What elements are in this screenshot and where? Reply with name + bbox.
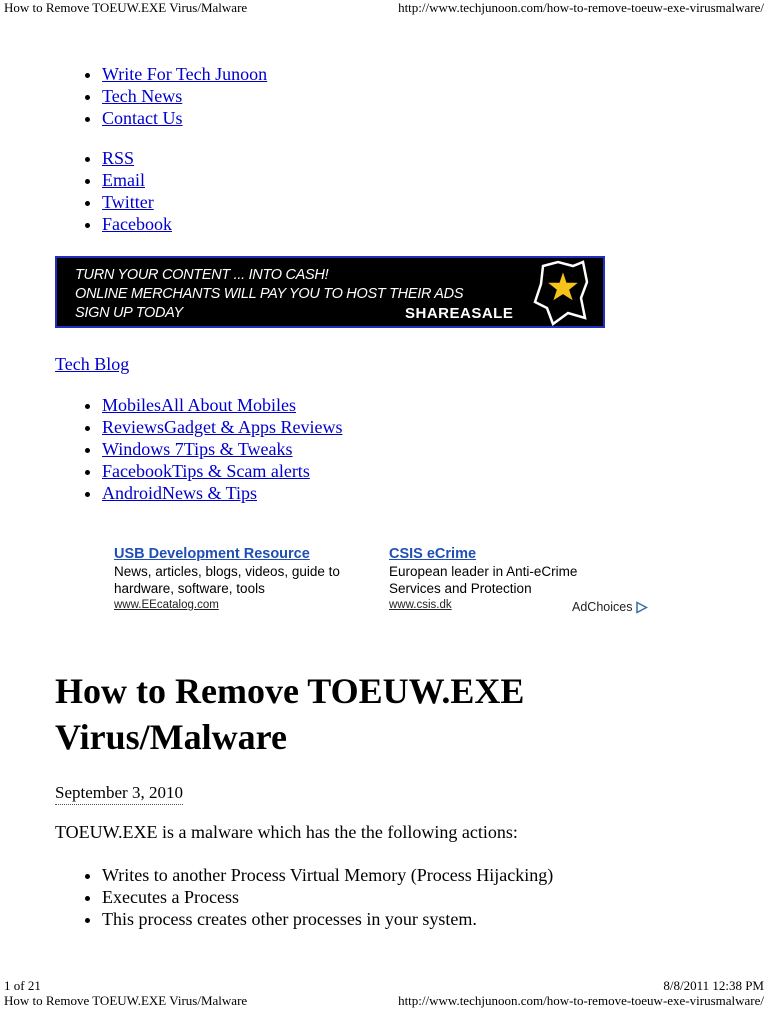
- list-item: [102, 107, 267, 129]
- text-ads: [114, 546, 674, 616]
- ad-usb-development[interactable]: [114, 546, 384, 614]
- adchoices-label: AdChoices: [572, 600, 633, 614]
- social-link-facebook[interactable]: Facebook: [102, 214, 172, 234]
- blog-link-android[interactable]: AndroidNews & Tips: [102, 483, 258, 503]
- list-item: [102, 85, 267, 107]
- banner-line-2: ONLINE MERCHANTS WILL PAY YOU TO HOST THEIR ADS: [75, 286, 464, 302]
- print-timestamp: 8/8/2011 12:38 PM: [663, 978, 764, 993]
- blog-link-reviews[interactable]: ReviewsGadget & Apps Reviews: [102, 417, 343, 437]
- ad-line: hardware, software, tools: [114, 581, 265, 596]
- nav-link-contact[interactable]: Contact Us: [102, 108, 183, 128]
- adchoices-link[interactable]: [572, 600, 648, 614]
- header-url: http://www.techjunoon.com/how-to-remove-toeuw-exe-virusmalware/: [398, 0, 764, 15]
- article-title: [55, 668, 675, 760]
- malware-actions-list: [60, 864, 553, 930]
- header-title: How to Remove TOEUW.EXE Virus/Malware: [4, 0, 248, 15]
- ad-line: European leader in Anti-eCrime: [389, 564, 578, 579]
- list-item: [102, 63, 267, 85]
- article-title-line-1: How to Remove TOEUW.EXE: [55, 671, 525, 711]
- list-item: [102, 394, 342, 416]
- list-item: [102, 191, 172, 213]
- adchoices-icon: [635, 601, 648, 614]
- list-item: • Executes a Process: [102, 886, 553, 908]
- tech-blog-link[interactable]: Tech Blog: [55, 354, 130, 374]
- print-footer: [4, 993, 764, 1009]
- list-item: [102, 416, 342, 438]
- footer-url: http://www.techjunoon.com/how-to-remove-toeuw-exe-virusmalware/: [398, 993, 764, 1008]
- list-item: [102, 147, 172, 169]
- print-footer-page: [4, 978, 764, 994]
- list-item: [102, 438, 342, 460]
- list-item: [102, 213, 172, 235]
- social-link-twitter[interactable]: Twitter: [102, 192, 154, 212]
- star-logo-icon: [513, 258, 603, 328]
- list-item: [102, 482, 342, 504]
- shareasale-banner[interactable]: [55, 256, 605, 328]
- blog-link-windows7[interactable]: Windows 7Tips & Tweaks: [102, 439, 293, 459]
- banner-brand: SHAREASALE: [405, 305, 514, 322]
- article-date: September 3, 2010: [55, 783, 183, 805]
- list-item: • This process creates other processes in your system.: [102, 908, 553, 930]
- ad-title[interactable]: USB Development Resource: [114, 546, 310, 562]
- list-item: [102, 169, 172, 191]
- social-link-email[interactable]: Email: [102, 170, 145, 190]
- ad-url[interactable]: www.EEcatalog.com: [114, 599, 219, 611]
- list-item: [102, 460, 342, 482]
- ad-line: Services and Protection: [389, 581, 532, 596]
- ad-url[interactable]: www.csis.dk: [389, 599, 452, 611]
- banner-line-3: SIGN UP TODAY: [75, 305, 183, 321]
- article-intro: TOEUW.EXE is a malware which has the the following actions:: [55, 822, 518, 842]
- footer-title: How to Remove TOEUW.EXE Virus/Malware: [4, 993, 248, 1008]
- ad-line: News, articles, blogs, videos, guide to: [114, 564, 340, 579]
- nav-link-tech-news[interactable]: Tech News: [102, 86, 183, 106]
- list-item: • Writes to another Process Virtual Memory (Process Hijacking): [102, 864, 553, 886]
- nav-link-write[interactable]: Write For Tech Junoon: [102, 64, 268, 84]
- social-link-rss[interactable]: RSS: [102, 148, 135, 168]
- ad-title[interactable]: CSIS eCrime: [389, 546, 477, 562]
- page-number: 1 of 21: [4, 978, 41, 993]
- article-title-line-2: Virus/Malware: [55, 717, 287, 757]
- nav-links-list: [60, 63, 267, 129]
- blog-link-mobiles[interactable]: MobilesAll About Mobiles: [102, 395, 297, 415]
- banner-line-1: TURN YOUR CONTENT ... INTO CASH!: [75, 267, 329, 283]
- print-header: [4, 0, 764, 16]
- social-links-list: [60, 147, 172, 235]
- blog-link-facebook[interactable]: FacebookTips & Scam alerts: [102, 461, 310, 481]
- blog-links-list: [60, 394, 342, 504]
